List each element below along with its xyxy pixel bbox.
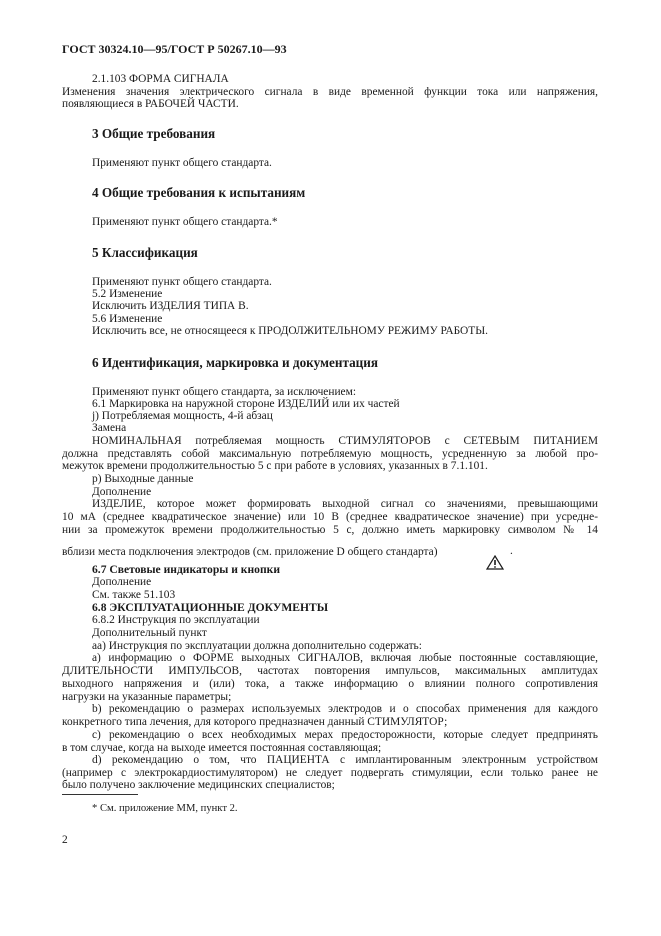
definition-text-line: появляющиеся в РАБОЧЕЙ ЧАСТИ. bbox=[62, 98, 239, 110]
section-5-text-line: Исключить ИЗДЕЛИЯ ТИПА В. bbox=[92, 300, 249, 312]
definition-text-line: Изменения значения электрического сигнала в виде временной функции тока или напряжения, bbox=[62, 86, 598, 98]
list-item-b-line: конкретного типа лечения, для которого предназначен данный СТИМУЛЯТОР; bbox=[62, 716, 448, 728]
footnote-divider bbox=[62, 794, 138, 795]
section-6-8-text-line: аа) Инструкция по эксплуатации должна дополнительно содержать: bbox=[92, 640, 422, 652]
list-item-a-line: ДЛИТЕЛЬНОСТИ ИМПУЛЬСОВ, частотах повторения импульсов, максимальных амплитудах bbox=[62, 665, 598, 677]
list-item-d-line: d) рекомендацию о том, что ПАЦИЕНТА с имплантированным электронным устройством bbox=[92, 754, 598, 766]
section-6-text-line: нии за промежуток времени продолжительностью 5 с, должно иметь маркировку символом № 14 bbox=[62, 524, 598, 536]
section-6-text-line: Замена bbox=[92, 422, 127, 434]
section-6-7-heading: 6.7 Световые индикаторы и кнопки bbox=[92, 563, 280, 576]
list-item-a-line: a) информацию о ФОРМЕ выходных СИГНАЛОВ, включая любые постоянные составляющие, bbox=[92, 652, 598, 664]
section-6-text-line: p) Выходные данные bbox=[92, 473, 194, 485]
section-6-text-line: 6.1 Маркировка на наружной стороне ИЗДЕЛИЙ или их частей bbox=[92, 398, 400, 410]
footnote: * См. приложение ММ, пункт 2. bbox=[92, 803, 238, 814]
warning-triangle-icon bbox=[486, 555, 504, 570]
section-6-7-text-line: Дополнение bbox=[92, 576, 152, 588]
section-5-text-line: 5.2 Изменение bbox=[92, 288, 163, 300]
section-6-text-line: j) Потребляемая мощность, 4-й абзац bbox=[92, 410, 273, 422]
list-item-c-line: c) рекомендацию о всех необходимых мерах предосторожности, которые следует предпринять bbox=[92, 729, 598, 741]
list-item-d-line: (например с электрокардиостимулятором) не следует подвергать стимуляции, если только ранее не bbox=[62, 767, 598, 779]
section-6-8-heading: 6.8 ЭКСПЛУАТАЦИОННЫЕ ДОКУМЕНТЫ bbox=[92, 601, 329, 614]
page-number: 2 bbox=[62, 834, 68, 846]
section-6-text-line: Дополнение bbox=[92, 486, 152, 498]
section-3-heading: 3 Общие требования bbox=[92, 126, 216, 141]
section-6-text-line: вблизи места подключения электродов (см. приложение D общего стандарта) bbox=[62, 546, 438, 558]
section-6-text-line: Применяют пункт общего стандарта, за исключением: bbox=[92, 386, 356, 398]
section-6-text-line: должна представлять собой максимальную потребляемую мощность, усредненную за любой про- bbox=[62, 448, 598, 460]
section-5-text-line: Исключить все, не относящееся к ПРОДОЛЖИТЕЛЬНОМУ РЕЖИМУ РАБОТЫ. bbox=[92, 325, 489, 337]
section-4-text: Применяют пункт общего стандарта.* bbox=[92, 216, 278, 228]
section-6-heading: 6 Идентификация, маркировка и документация bbox=[92, 355, 379, 370]
list-item-b-line: b) рекомендацию о размерах используемых электродов и о способах применения для каждого bbox=[92, 703, 598, 715]
section-6-text-line: 10 мА (среднее квадратическое значение) или 10 В (среднее квадратическое значение) при усредне- bbox=[62, 511, 598, 523]
section-6-text-line: НОМИНАЛЬНАЯ потребляемая мощность СТИМУЛЯТОРОВ с СЕТЕВЫМ ПИТАНИЕМ bbox=[92, 435, 598, 447]
section-6-text-end: . bbox=[510, 545, 513, 557]
list-item-a-line: выходного напряжения и (или) тока, а также информацию о влиянии полного сопротивления bbox=[62, 678, 598, 690]
section-6-text-line: ИЗДЕЛИЕ, которое может формировать выходной сигнал со значениями, превышающими bbox=[92, 498, 598, 510]
section-3-text: Применяют пункт общего стандарта. bbox=[92, 157, 272, 169]
document-header: ГОСТ 30324.10—95/ГОСТ Р 50267.10—93 bbox=[62, 42, 287, 56]
list-item-d-line: было получено заключение медицинских специалистов; bbox=[62, 779, 335, 791]
section-4-heading: 4 Общие требования к испытаниям bbox=[92, 185, 306, 200]
section-6-8-text-line: Дополнительный пункт bbox=[92, 627, 207, 639]
definition-title: 2.1.103 ФОРМА СИГНАЛА bbox=[92, 73, 229, 85]
section-5-text-line: 5.6 Изменение bbox=[92, 313, 163, 325]
section-5-heading: 5 Классификация bbox=[92, 245, 198, 260]
section-5-text-line: Применяют пункт общего стандарта. bbox=[92, 276, 272, 288]
list-item-a-line: нагрузки на указанные параметры; bbox=[62, 691, 232, 703]
list-item-c-line: в том случае, когда на выходе имеется постоянная составляющая; bbox=[62, 742, 382, 754]
section-6-7-text-line: См. также 51.103 bbox=[92, 589, 176, 601]
section-6-text-line: межуток времени продолжительностью 5 с при работе в условиях, указанных в 7.1.101. bbox=[62, 460, 488, 472]
section-6-8-text-line: 6.8.2 Инструкция по эксплуатации bbox=[92, 614, 260, 626]
